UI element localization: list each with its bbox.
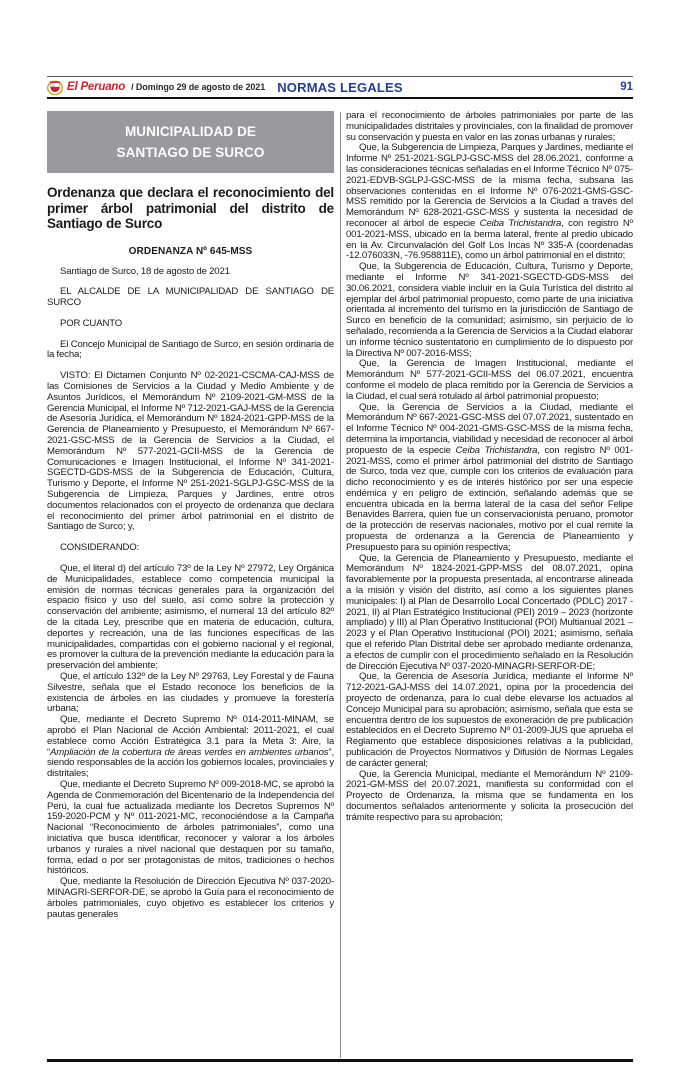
paragraph bbox=[47, 715, 334, 780]
issuer-line: EL ALCALDE DE LA MUNICIPALIDAD DE SANTIAGO DE SURCO bbox=[47, 286, 334, 309]
ordinance-title: Ordenanza que declara el reconocimiento del primer árbol patrimonial del distrito de Santiago de Surco bbox=[47, 185, 334, 231]
paragraph-text: ”, siendo responsables de la acción los gobiernos locales, provinciales y distritales; bbox=[47, 746, 334, 780]
page-number: 91 bbox=[620, 81, 633, 93]
paragraph bbox=[346, 143, 633, 262]
paragraph: Que, mediante el Decreto Supremo Nº 009-2018-MC, se aprobó la Agenda de Conmemoración del Bicentenario de la Independencia del Perú, la cual fue actualizada mediante los Decretos Supremos Nº 159-2020-PCM y Nº 011-2021-MC, reconociéndose a la Campaña Nacional “Reconocimiento de árboles patrimoniales”, como una iniciativa que busca identificar, reconocer y valorar a los árboles urbanos y rurales a nivel nacional que destaquen por su tamaño, forma, edad o por ser protagonistas de mitos, tradiciones o hechos históricos. bbox=[47, 778, 334, 877]
por-cuanto-line: POR CUANTO bbox=[60, 317, 123, 329]
left-column bbox=[47, 111, 334, 1058]
bottom-rule bbox=[47, 1059, 633, 1062]
paragraph: Que, la Gerencia Municipal, mediante el Memorándum Nº 2109-2021-GM-MSS del 20.07.2021, manifiesta su conformidad con el Proyecto de Ordenanza, la misma que se fundamenta en los documentos señalados anteriormente y solicita la prosecución del trámite respectivo para su aprobación; bbox=[346, 768, 633, 823]
paragraph-text: Que, la Subgerencia de Limpieza, Parques y Jardines, mediante el Informe Nº 251-2021-SGLPJ-GSC-MSS del 28.06.2021, conforme a las consideraciones técnicas señaladas en el Informe Técnico Nº 075-2021-EDVB-SGLPJ-GSC-MSS de la misma fecha, subsana las observaciones contenidas en el Informe Nº 076-2021-GMS-GSC-MSS remitido por la Gerencia de Servicios a la Ciudad a través del Memorándum Nº 628-2021-GSC-MSS y sustenta la necesidad de reconocer al árbol de especie bbox=[346, 142, 633, 229]
italic-citation: Ampliación de la cobertura de áreas verdes en ambientes urbanos bbox=[50, 746, 329, 758]
paragraph-text: Que, mediante el Decreto Supremo Nº 014-2011-MINAM, se aprobó el Plan Nacional de Acción Ambiental: 2011-2021, el cual establece como Acción Estratégica 3.1 para la Meta 3: Aire, la “ bbox=[47, 714, 334, 758]
council-session-line: El Concejo Municipal de Santiago de Surco, en sesión ordinaria de la fecha; bbox=[47, 338, 334, 361]
paragraph: Que, la Gerencia de Asesoría Jurídica, mediante el Informe Nº 712-2021-GAJ-MSS del 14.07.2021, opina por la procedencia del proyecto de ordenanza, para lo cual debe elevarse los actuados al Concejo Municipal para su aprobación; asimismo, señala que esta se encuentra dentro de los supuestos de exoneración de pre publicación establecidos en el Decreto Supremo Nº 01-2009-JUS que aprueba el Reglamento que establece disposiciones relativas a la publicidad, publicación de Proyectos Normativos y Difusión de Normas Legales de carácter general; bbox=[346, 671, 633, 769]
considerando-heading: CONSIDERANDO: bbox=[60, 542, 140, 554]
italic-species-name: Ceiba Trichistandra bbox=[479, 217, 562, 229]
paragraph-text: Que, la Gerencia de Servicios a la Ciudad, mediante el Memorándum Nº 667-2021-GSC-MSS del 07.07.2021, sustentado en el Informe Técnico Nº 004-2021-GMS-GSC-MSS de la misma fecha, determina la importancia, viabilidad y necesidad de reconocer al árbol propuesto de la especie bbox=[346, 401, 633, 456]
page-header bbox=[47, 76, 633, 99]
paragraph: Que, la Gerencia de Planeamiento y Presupuesto, mediante el Memorándum Nº 1824-2021-GPP-MSS del 08.07.2021, opina favorablemente por la propuesta presentada, al encontrarse alineada a la misión y visión del distrito, así como a los siguientes planes municipales: I) al Plan de Desarrollo Local Concertado (PDLC) 2017 - 2021, II) al Plan Estratégico Institucional (PEI) 2019 – 2023 (horizonte ampliado) y III) al Plan Operativo Institucional (POI) Multianual 2021 – 2023 y el Plan Operativo Institucional (POI) 2021; asimismo, señala que el referido Plan Distrital debe ser aprobado mediante ordenanza, a efectos de cumplir con el procedimiento señalado en la Resolución de Dirección Ejecutiva Nº 037-2020-MINAGRI-SERFOR-DE; bbox=[346, 552, 633, 672]
section-title: NORMAS LEGALES bbox=[277, 79, 403, 95]
issue-date: / Domingo 29 de agosto de 2021 bbox=[131, 82, 266, 92]
paragraph-text: , con registro Nº 001-2021-MSS, como el primer árbol patrimonial del distrito de Santiago de Surco, toda vez que, cumple con los criterios de evaluación para dicho reconocimiento y es de interés histórico por ser una especie endémica y en peligro de extinción, señalando además que se encuentra ubicada en la berma lateral de la casa del señor Felipe Benavides Barrera, quien fue un conservacionista peruano, promotor de la protección de reservas nacionales, motivo por el cual remite la propuesta de ordenanza a la Gerencia de Planeamiento y Presupuesto para su opinión respectiva; bbox=[346, 444, 633, 553]
right-column bbox=[346, 111, 633, 1058]
institution-banner bbox=[47, 111, 334, 173]
paragraph-text: , con registro Nº 001-2021-MSS, ubicado en la berma lateral, frente al predio ubicado en la Av. Circunvalación del Golf Los Incas Nº 335-A (coordenadas -12.076033N, -76.958811E), como un árbol patrimonial en el distrito; bbox=[346, 217, 633, 262]
paragraph: Que, el literal d) del artículo 73º de la Ley Nº 27972, Ley Orgánica de Municipalidades, establece como competencia municipal la emisión de normas técnicas generales para la organización del espacio físico y uso del suelo, así como sobre la protección y conservación del ambiente; asimismo, el numeral 13 del artículo 82º de la citada Ley, prescribe que en materia de educación, cultura, deportes y recreación, una de las funciones específicas de las municipalidades, compartidas con el gobierno nacional y el regional, es promover la cultura de la prevención mediante la educación para la preservación del ambiente; bbox=[47, 563, 334, 672]
masthead bbox=[47, 80, 265, 95]
brand-title: El Peruano bbox=[67, 81, 126, 93]
paragraph bbox=[346, 403, 633, 554]
institution-name-line2: SANTIAGO DE SURCO bbox=[116, 145, 265, 160]
paragraph: Que, la Subgerencia de Educación, Cultura, Turismo y Deporte, mediante el Informe Nº 341-2021-SGECTD-GDS-MSS del 30.06.2021, considera viable incluir en la Guía Turística del distrito al ejemplar del árbol patrimonial propuesto, como parte de una iniciativa orientada al incremento del turismo en la jurisdicción de Santiago de Surco en beneficio de la comunidad; asimismo, sin perjuicio de lo señalado, recomienda a la Gerencia de Servicios a la Ciudad elaborar un informe técnico sustentatorio en cumplimiento de lo dispuesto por la Directiva Nº 007-2016-MSS; bbox=[346, 261, 633, 359]
paragraph: Que, el artículo 132º de la Ley Nº 29763, Ley Forestal y de Fauna Silvestre, señala que el Estado reconoce los beneficios de la existencia de árboles en las ciudades y promueve la forestería urbana; bbox=[47, 671, 334, 715]
paragraph: Que, mediante la Resolución de Dirección Ejecutiva Nº 037-2020-MINAGRI-SERFOR-DE, se aprobó la Guía para el reconocimiento de árboles patrimoniales, cuyo objetivo es establecer los criterios y pautas generales bbox=[47, 876, 334, 920]
dateline: Santiago de Surco, 18 de agosto de 2021 bbox=[60, 265, 230, 277]
ordinance-number: ORDENANZA Nº 645-MSS bbox=[128, 245, 253, 257]
paragraph: para el reconocimiento de árboles patrimoniales por parte de las municipalidades distritales y provinciales, con la finalidad de promover su conservación y puesta en valor en las zonas urbanas y rurales; bbox=[346, 111, 633, 143]
column-divider bbox=[340, 112, 341, 1058]
italic-species-name: Ceiba Trichistandra bbox=[455, 444, 538, 456]
peru-coat-of-arms-icon bbox=[47, 80, 63, 95]
institution-name-line1: MUNICIPALIDAD DE bbox=[124, 124, 257, 139]
visto-paragraph: VISTO: El Dictamen Conjunto Nº 02-2021-CSCMA-CAJ-MSS de las Comisiones de Servicios a la Ciudad y Medio Ambiente y de Asuntos Jurídicos, el Memorándum Nº 2109-2021-GM-MSS de la Gerencia Municipal, el Informe Nº 712-2021-GAJ-MSS de la Gerencia de Asesoría Jurídica, el Memorándum Nº 1824-2021-GPP-MSS de la Gerencia de Planeamiento y Presupuesto, el Memorándum Nº 667-2021-GSC-MSS de la Gerencia de Servicios a la Ciudad, el Memorándum Nº 577-2021-GCII-MSS de la Gerencia de Comunicaciones e Imagen Institucional, el Informe Nº 341-2021-SGECTD-GDS-MSS de la Subgerencia de Educación, Cultura, Turismo y Deporte, el Informe Nº 251-2021-SGLPJ-GSC-MSS de la Subgerencia de Limpieza, Parques y Jardines, entre otros documentos relacionados con el proyecto de ordenanza que declara el reconocimiento del primer árbol patrimonial en el distrito de Santiago de Surco; y, bbox=[47, 370, 334, 533]
paragraph: Que, la Gerencia de Imagen Institucional, mediante el Memorándum Nº 577-2021-GCII-MSS del 06.07.2021, encuentra conforme el modelo de placa remitido por la Gerencia de Servicios a la Ciudad, el cual será rotulado al árbol patrimonial propuesto; bbox=[346, 358, 633, 402]
